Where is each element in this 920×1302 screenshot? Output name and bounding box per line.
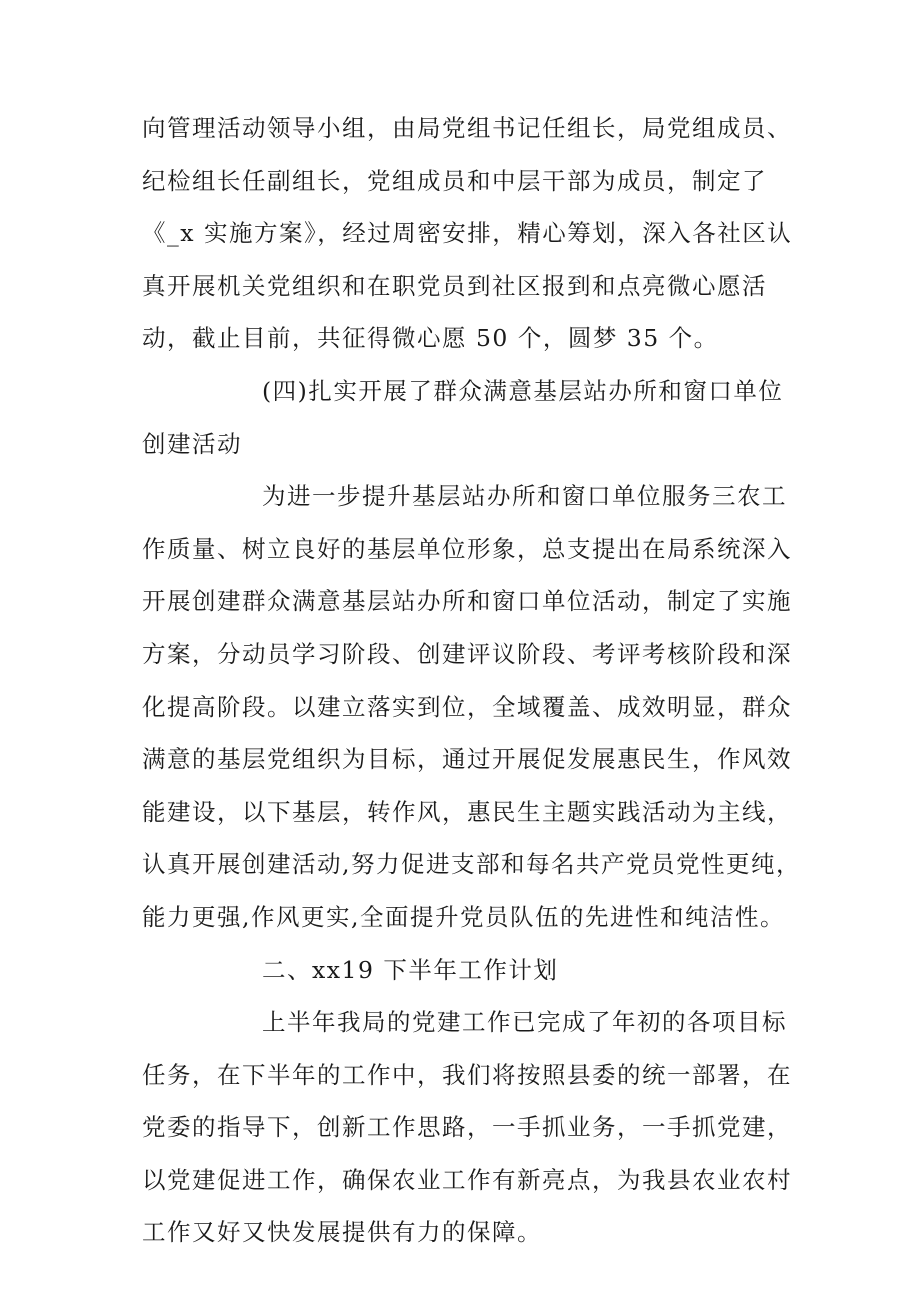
text-line: 认真开展创建活动,努力促进支部和每名共产党员党性更纯， — [142, 850, 801, 879]
text-line: 作质量、树立良好的基层单位形象，总支提出在局系统深入 — [142, 534, 792, 563]
text-line: 任务，在下半年的工作中，我们将按照县委的统一部署，在 — [142, 1060, 792, 1089]
section-heading-4: (四)扎实开展了群众满意基层站办所和窗口单位 — [262, 376, 784, 405]
text-line: 能建设，以下基层，转作风，惠民生主题实践活动为主线， — [142, 797, 792, 826]
section-heading-2: 二、xx19 下半年工作计划 — [262, 955, 559, 984]
text-line: 《_x 实施方案》，经过周密安排，精心筹划，深入各社区认 — [142, 219, 793, 248]
text-line: 开展创建群众满意基层站办所和窗口单位活动，制定了实施 — [142, 587, 792, 616]
text-line: 以党建促进工作，确保农业工作有新亮点，为我县农业农村 — [142, 1165, 792, 1194]
text-line: 方案，分动员学习阶段、创建评议阶段、考评考核阶段和深 — [142, 639, 792, 668]
text-line: 纪检组长任副组长，党组成员和中层干部为成员，制定了 — [142, 166, 767, 195]
text-line: 能力更强,作风更实,全面提升党员队伍的先进性和纯洁性。 — [142, 902, 785, 931]
paragraph-start: 为进一步提升基层站办所和窗口单位服务三农工 — [262, 482, 787, 511]
text-line: 动，截止目前，共征得微心愿 50 个，圆梦 35 个。 — [142, 324, 719, 353]
text-line: 党委的指导下，创新工作思路，一手抓业务，一手抓党建， — [142, 1113, 792, 1142]
text-line: 满意的基层党组织为目标，通过开展促发展惠民生，作风效 — [142, 745, 792, 774]
section-heading-4-continued: 创建活动 — [142, 429, 242, 458]
text-line: 化提高阶段。以建立落实到位，全域覆盖、成效明显，群众 — [142, 692, 792, 721]
paragraph-start: 上半年我局的党建工作已完成了年初的各项目标 — [262, 1008, 787, 1037]
text-line: 向管理活动领导小组，由局党组书记任组长，局党组成员、 — [142, 114, 792, 142]
document-body — [142, 102, 801, 1259]
text-line: 工作又好又快发展提供有力的保障。 — [142, 1218, 542, 1247]
text-line: 真开展机关党组织和在职党员到社区报到和点亮微心愿活 — [142, 271, 767, 300]
